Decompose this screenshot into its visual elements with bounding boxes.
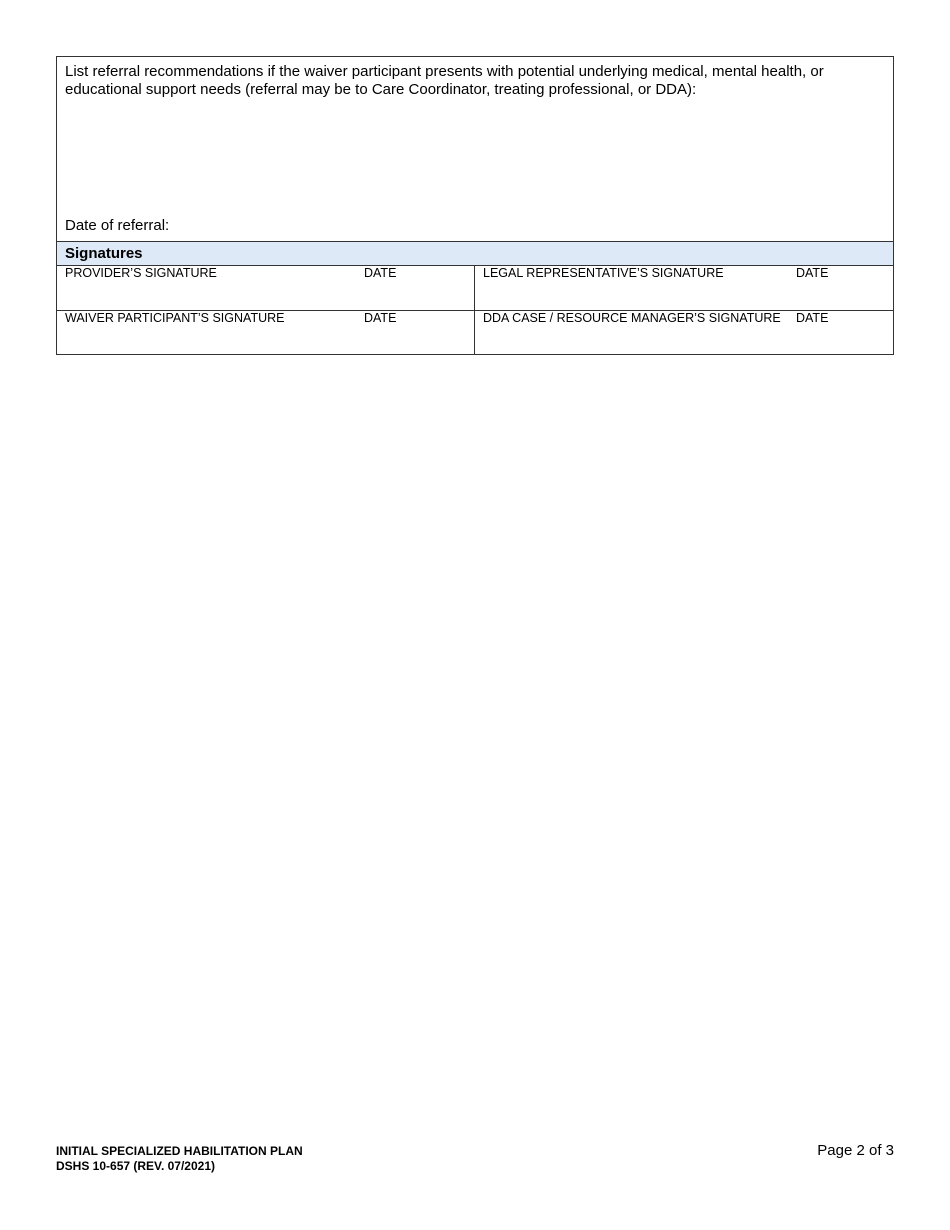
legal-representative-signature-label: LEGAL REPRESENTATIVE’S SIGNATURE — [483, 266, 724, 280]
referral-instructions: List referral recommendations if the waiver participant presents with potential underlying medical, mental health, or educational support needs (referral may be to Care Coordinator, treating professional, or DDA): — [65, 63, 824, 98]
case-manager-signature-label: DDA CASE / RESOURCE MANAGER’S SIGNATURE — [483, 311, 781, 325]
waiver-participant-signature-field[interactable] — [57, 311, 475, 354]
signatures-header-label: Signatures — [65, 245, 143, 262]
form-footer — [56, 1144, 303, 1174]
signatures-header — [57, 242, 893, 266]
legal-representative-signature-field[interactable] — [475, 266, 893, 310]
date-of-referral-label: Date of referral: — [65, 217, 170, 234]
signature-row — [57, 311, 893, 354]
form-table — [56, 56, 894, 355]
signature-row — [57, 266, 893, 311]
provider-signature-field[interactable] — [57, 266, 475, 310]
waiver-participant-signature-label: WAIVER PARTICIPANT’S SIGNATURE — [65, 311, 285, 325]
case-manager-date-label: DATE — [796, 311, 829, 325]
page-number: Page 2 of 3 — [817, 1142, 894, 1159]
referral-section[interactable] — [57, 57, 893, 242]
case-manager-signature-field[interactable] — [475, 311, 893, 354]
form-title: INITIAL SPECIALIZED HABILITATION PLAN — [56, 1144, 303, 1158]
waiver-participant-date-label: DATE — [364, 311, 397, 325]
provider-date-label: DATE — [364, 266, 397, 280]
legal-representative-date-label: DATE — [796, 266, 829, 280]
provider-signature-label: PROVIDER’S SIGNATURE — [65, 266, 217, 280]
form-number: DSHS 10-657 (REV. 07/2021) — [56, 1159, 215, 1173]
